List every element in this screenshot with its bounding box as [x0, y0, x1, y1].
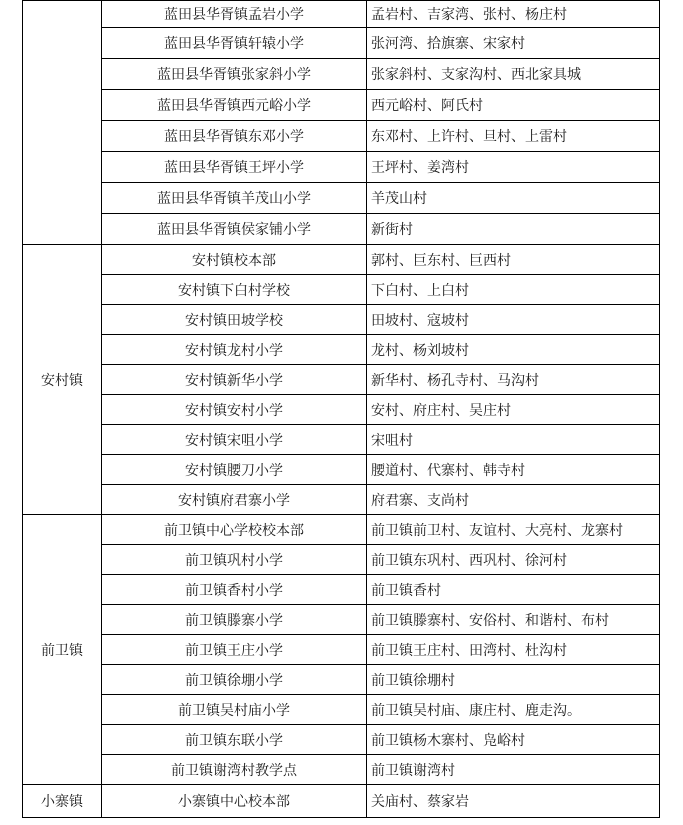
villages-cell: 张家斜村、支家沟村、西北家具城	[367, 59, 660, 90]
table-row	[23, 1, 660, 28]
villages-cell: 前卫镇前卫村、友谊村、大亮村、龙寨村	[367, 515, 660, 545]
villages-cell: 张河湾、拾旗寨、宋家村	[367, 28, 660, 59]
school-cell: 蓝田县华胥镇侯家铺小学	[102, 214, 367, 245]
school-cell: 前卫镇巩村小学	[102, 545, 367, 575]
school-cell: 前卫镇中心学校校本部	[102, 515, 367, 545]
school-cell: 蓝田县华胥镇轩辕小学	[102, 28, 367, 59]
table-row	[23, 605, 660, 635]
table-row	[23, 635, 660, 665]
school-cell: 安村镇宋咀小学	[102, 425, 367, 455]
school-cell: 安村镇新华小学	[102, 365, 367, 395]
table-row	[23, 425, 660, 455]
villages-cell: 前卫镇东巩村、西巩村、徐河村	[367, 545, 660, 575]
table-row	[23, 59, 660, 90]
villages-cell: 新华村、杨孔寺村、马沟村	[367, 365, 660, 395]
villages-cell: 前卫镇吴村庙、康庄村、鹿走沟。	[367, 695, 660, 725]
table-row	[23, 245, 660, 275]
town-cell: 小寨镇	[23, 785, 102, 818]
villages-cell: 下白村、上白村	[367, 275, 660, 305]
town-cell: 前卫镇	[23, 515, 102, 785]
table-body	[23, 1, 660, 818]
villages-cell: 关庙村、蔡家岩	[367, 785, 660, 818]
villages-cell: 安村、府庄村、吴庄村	[367, 395, 660, 425]
school-cell: 蓝田县华胥镇孟岩小学	[102, 1, 367, 28]
table-row	[23, 725, 660, 755]
town-cell: 安村镇	[23, 245, 102, 515]
table-row	[23, 183, 660, 214]
school-cell: 安村镇校本部	[102, 245, 367, 275]
villages-cell: 西元峪村、阿氏村	[367, 90, 660, 121]
table-row	[23, 545, 660, 575]
school-cell: 安村镇腰刀小学	[102, 455, 367, 485]
school-cell: 前卫镇谢湾村教学点	[102, 755, 367, 785]
villages-cell: 前卫镇杨木寨村、凫峪村	[367, 725, 660, 755]
villages-cell: 前卫镇王庄村、田湾村、杜沟村	[367, 635, 660, 665]
table-row	[23, 28, 660, 59]
table-row	[23, 395, 660, 425]
table-row	[23, 365, 660, 395]
school-cell: 安村镇安村小学	[102, 395, 367, 425]
town-cell	[23, 1, 102, 245]
school-cell: 蓝田县华胥镇东邓小学	[102, 121, 367, 152]
table-row	[23, 755, 660, 785]
villages-cell: 前卫镇滕寨村、安俗村、和谐村、布村	[367, 605, 660, 635]
table-row	[23, 275, 660, 305]
school-district-table	[22, 0, 660, 818]
table-row	[23, 152, 660, 183]
table-row	[23, 214, 660, 245]
school-cell: 前卫镇吴村庙小学	[102, 695, 367, 725]
villages-cell: 郭村、巨东村、巨西村	[367, 245, 660, 275]
school-cell: 前卫镇王庄小学	[102, 635, 367, 665]
table-row	[23, 515, 660, 545]
table-row	[23, 695, 660, 725]
villages-cell: 宋咀村	[367, 425, 660, 455]
school-cell: 前卫镇香村小学	[102, 575, 367, 605]
school-cell: 安村镇龙村小学	[102, 335, 367, 365]
school-cell: 安村镇下白村学校	[102, 275, 367, 305]
villages-cell: 田坡村、寇坡村	[367, 305, 660, 335]
villages-cell: 前卫镇香村	[367, 575, 660, 605]
school-cell: 前卫镇东联小学	[102, 725, 367, 755]
villages-cell: 前卫镇徐堋村	[367, 665, 660, 695]
villages-cell: 羊茂山村	[367, 183, 660, 214]
table-row	[23, 305, 660, 335]
school-cell: 前卫镇徐堋小学	[102, 665, 367, 695]
table-row	[23, 575, 660, 605]
villages-cell: 腰道村、代寨村、韩寺村	[367, 455, 660, 485]
school-cell: 安村镇田坡学校	[102, 305, 367, 335]
villages-cell: 东邓村、上许村、旦村、上雷村	[367, 121, 660, 152]
villages-cell: 新街村	[367, 214, 660, 245]
table-row	[23, 485, 660, 515]
table-row	[23, 335, 660, 365]
table-row	[23, 455, 660, 485]
school-cell: 蓝田县华胥镇羊茂山小学	[102, 183, 367, 214]
school-cell: 安村镇府君寨小学	[102, 485, 367, 515]
table-row	[23, 90, 660, 121]
school-cell: 蓝田县华胥镇张家斜小学	[102, 59, 367, 90]
table-row	[23, 121, 660, 152]
school-cell: 前卫镇滕寨小学	[102, 605, 367, 635]
school-cell: 小寨镇中心校本部	[102, 785, 367, 818]
villages-cell: 府君寨、支尚村	[367, 485, 660, 515]
villages-cell: 龙村、杨刘坡村	[367, 335, 660, 365]
villages-cell: 王坪村、姜湾村	[367, 152, 660, 183]
table-row	[23, 785, 660, 818]
table-row	[23, 665, 660, 695]
school-cell: 蓝田县华胥镇王坪小学	[102, 152, 367, 183]
villages-cell: 孟岩村、吉家湾、张村、杨庄村	[367, 1, 660, 28]
school-cell: 蓝田县华胥镇西元峪小学	[102, 90, 367, 121]
villages-cell: 前卫镇谢湾村	[367, 755, 660, 785]
